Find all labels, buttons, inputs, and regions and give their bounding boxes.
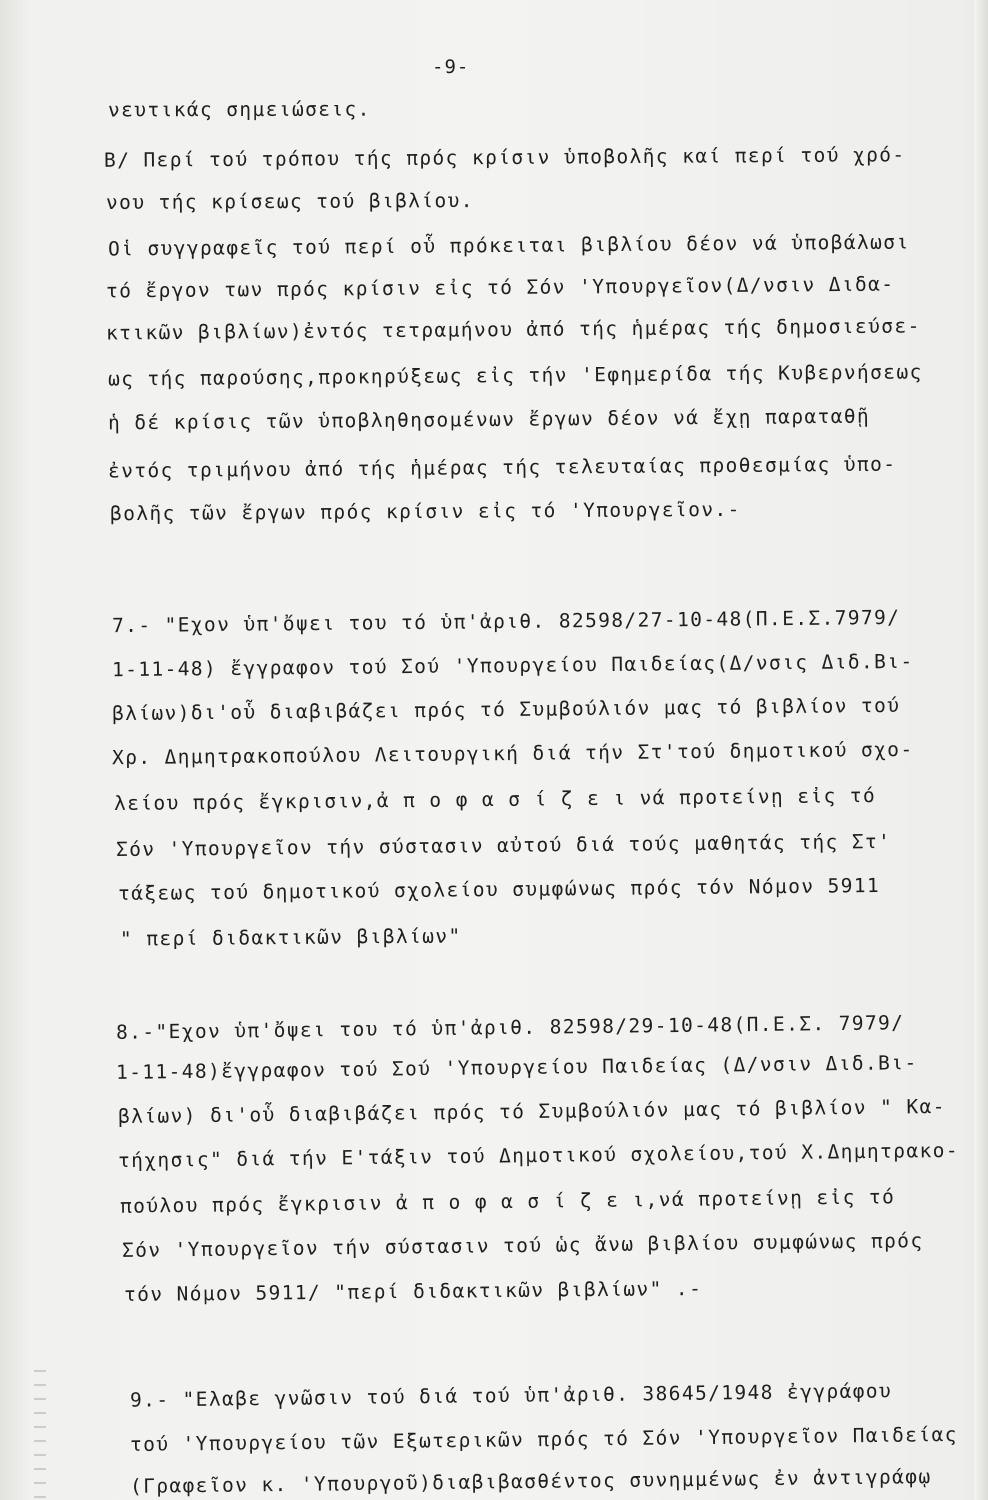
text-line: Σόν 'Υπουργεῖον τήν σύστασιν αὐτού διά τούς μαθητάς τής Στ' (115, 829, 892, 862)
text-line: βολῆς τῶν ἔργων πρός κρίσιν εἰς τό 'Υπουργεῖον.- (109, 497, 741, 526)
text-line: ἡ δέ κρίσις τῶν ὑποβληθησομένων ἔργων δέον νά ἔχῃ παραταθῇ (107, 404, 871, 435)
text-line: 7.- "Εχον ὑπ'ὄψει του τό ὑπ'ἀριθ. 82598/27-10-48(Π.Ε.Σ.7979/ (111, 605, 901, 638)
text-line: βλίων) δι'οὗ διαβιβάζει πρός τό Συμβούλιόν μας τό βιβλίον " Κα- (117, 1094, 946, 1129)
text-line: 8.-"Εχον ὑπ'ὄψει του τό ὑπ'ἀριθ. 82598/29-10-48(Π.Ε.Σ. 7979/ (115, 1011, 905, 1044)
text-line: (Γραφεῖον κ. 'Υπουργοῦ)διαβιβασθέντος συνημμένως ἐν ἀντιγράφῳ (129, 1465, 932, 1498)
text-line: Χρ. Δημητρακοπούλου Λειτουργική διά τήν Στ'τού δημοτικού σχο- (111, 737, 914, 770)
text-line: ἐντός τριμήνου ἀπό τής ἡμέρας τής τελευταίας προθεσμίας ὑπο- (107, 452, 897, 483)
page-number: -9- (432, 56, 470, 78)
text-line: κτικῶν βιβλίων)ἐντός τετραμήνου ἀπό τής ἡμέρας τής δημοσιεύσε- (105, 314, 921, 345)
text-line: 1-11-48) ἔγγραφον τού Σού 'Υπουργείου Παιδείας(Δ/νσις Διδ.Βι- (111, 649, 914, 682)
text-line: λείου πρός ἔγκρισιν,ἀ π ο φ α σ ί ζ ε ι νά προτείνῃ εἰς τό (113, 784, 877, 815)
text-line: πούλου πρός ἔγκρισιν ἀ π ο φ α σ ί ζ ε ι,νά προτείνῃ εἰς τό (119, 1185, 896, 1218)
text-line: " περί διδακτικῶν βιβλίων" (119, 924, 462, 951)
text-line: Σόν 'Υπουργεῖον τήν σύστασιν τού ὡς ἄνω βιβλίου συμφώνως πρός (121, 1229, 924, 1262)
text-line: τάξεως τού δημοτικού σχολείου συμφώνως πρός τόν Νόμον 5911 (117, 874, 881, 905)
binding-ruler-marks (34, 1370, 46, 1500)
page-edge-shadow (974, 0, 988, 1500)
text-line: νου τής κρίσεως τού βιβλίου. (105, 189, 474, 214)
text-line: νευτικάς σημειώσεις. (107, 97, 371, 122)
text-line: Οἱ συγγραφεῖς τού περί οὗ πρόκειται βιβλίου δέον νά ὑποβάλωσι (107, 230, 910, 261)
text-line: τού 'Υπουργείου τῶν Εξωτερικῶν πρός τό Σόν 'Υπουργεῖον Παιδείας (129, 1422, 958, 1457)
text-line: Β/ Περί τού τρόπου τής πρός κρίσιν ὑποβολῆς καί περί τού χρό- (103, 143, 906, 172)
text-line: τόν Νόμον 5911/ "περί διδακτικῶν βιβλίων" .- (123, 1276, 703, 1307)
text-line: βλίων)δι'οὗ διαβιβάζει πρός τό Συμβούλιόν μας τό βιβλίον τού (111, 693, 901, 726)
text-line: ως τής παρούσης,προκηρύξεως εἰς τήν 'Εφημερίδα τής Κυβερνήσεως (107, 360, 923, 391)
text-line: τό ἔργον των πρός κρίσιν εἰς τό Σόν 'Υπουργεῖον(Δ/νσιν Διδα- (105, 272, 895, 303)
text-line: 1-11-48)ἔγγραφον τού Σού 'Υπουργείου Παιδείας (Δ/νσιν Διδ.Βι- (115, 1051, 918, 1084)
text-line: τήχησις" διά τήν Ε'τάξιν τού Δημοτικού σχολείου,τού Χ.Δημητρακο- (117, 1138, 960, 1173)
text-line: 9.- "Ελαβε γνῶσιν τού διά τού ὑπ'ἀριθ. 38645/1948 ἐγγράφου (129, 1379, 893, 1412)
